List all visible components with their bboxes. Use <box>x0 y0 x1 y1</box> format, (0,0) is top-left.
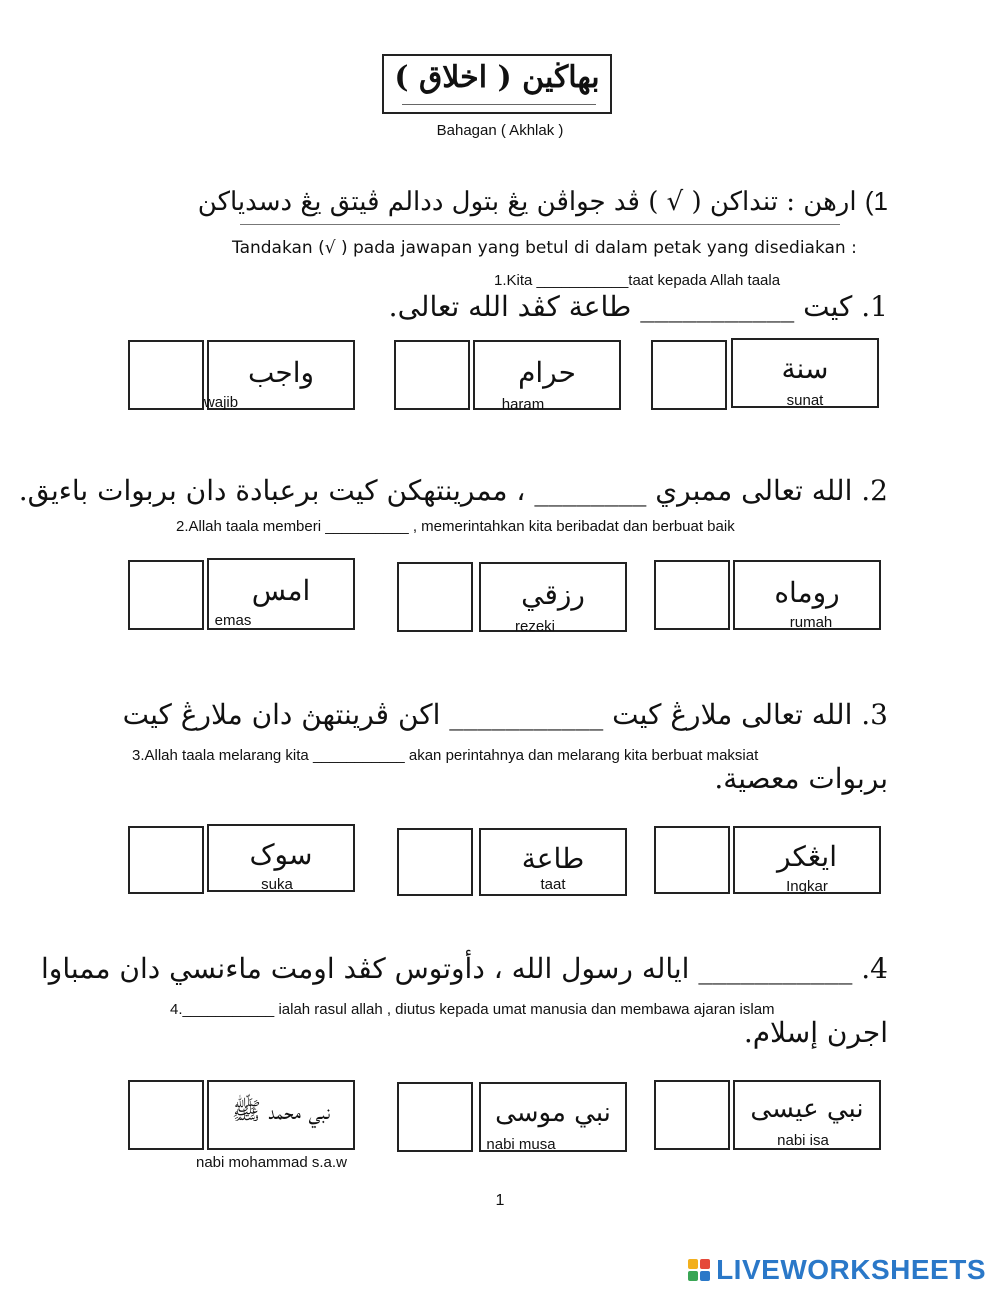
option-card-ingkar <box>733 826 881 894</box>
instruction-jawi <box>198 186 888 217</box>
page-title: بهاڬين ( اخلاق ) <box>394 60 600 95</box>
instruction-jawi-text: ارهن : تنداکن ( √ ) ڤد جواڤن يڠ بتول ددالم ڤيتق يڠ دسدياکن <box>197 187 857 217</box>
instruction-rumi: Tandakan (√ ) pada jawapan yang betul di dalam petak yang disediakan : <box>232 238 857 258</box>
question-1-jawi: 1. کيت ___________ طاعة کڤد الله تعالى. <box>388 290 888 323</box>
option-rumi: Ingkar <box>786 878 828 895</box>
option-jawi: نبي محمد ﷺ <box>231 1097 331 1125</box>
question-3-jawi-line2: بربوات معصية. <box>714 762 888 795</box>
option-jawi: رزقي <box>521 578 585 611</box>
option-jawi: طاعة <box>521 842 585 875</box>
answer-checkbox-q2-rezeki[interactable] <box>397 562 473 632</box>
option-card-taat <box>479 828 627 896</box>
option-rumi-nabi-mohammad: nabi mohammad s.a.w <box>196 1154 347 1171</box>
title-underline <box>402 104 596 105</box>
option-rumi: rezeki <box>514 618 555 635</box>
option-jawi: سوک <box>249 838 313 871</box>
answer-checkbox-q3-ingkar[interactable] <box>654 826 730 894</box>
option-rumi: suka <box>261 876 293 893</box>
option-rumi: haram <box>501 396 545 413</box>
option-rumi: taat <box>540 876 566 893</box>
brand-logo[interactable] <box>688 1254 986 1286</box>
question-2-jawi: 2. الله تعالى ممبري ________ ، ممرينتهکن کيت برعبادة دان بربوات باءيق. <box>18 474 888 507</box>
question-4-rumi: 4.___________ ialah rasul allah , diutus kepada umat manusia dan membawa ajaran islam <box>170 1001 775 1018</box>
instruction-underline <box>240 224 840 225</box>
liveworksheets-icon <box>688 1259 710 1281</box>
option-jawi: حرام <box>518 356 576 389</box>
option-jawi: نبي عيسى <box>750 1094 864 1124</box>
option-card-wajib <box>203 340 355 411</box>
answer-checkbox-q3-taat[interactable] <box>397 828 473 896</box>
question-4-jawi: 4. ___________ اياله رسول الله ، دأوتوس کڤد اومت ماءنسي دان ممباوا <box>41 952 888 985</box>
option-rumi: emas <box>214 612 252 629</box>
question-1-rumi: 1.Kita ___________taat kepada Allah taala <box>494 272 781 289</box>
option-card-sunat <box>731 338 879 408</box>
option-rumi: rumah <box>789 614 833 631</box>
instruction-number: 1) <box>864 186 888 216</box>
option-jawi: سنة <box>781 352 829 385</box>
option-rumi: nabi musa <box>486 1136 556 1153</box>
option-rumi: sunat <box>786 392 824 409</box>
option-jawi: روماه <box>774 576 840 609</box>
option-card-emas <box>207 558 355 630</box>
answer-checkbox-q3-suka[interactable] <box>128 826 204 894</box>
question-3-rumi: 3.Allah taala melarang kita ___________ akan perintahnya dan melarang kita berbuat maksiat <box>132 747 759 764</box>
answer-checkbox-q4-nabi-isa[interactable] <box>654 1080 730 1150</box>
page-subtitle: Bahagan ( Akhlak ) <box>436 122 564 139</box>
option-card-rumah <box>733 560 881 630</box>
page-number: 1 <box>495 1192 505 1209</box>
answer-checkbox-q1-sunat[interactable] <box>651 340 727 410</box>
brand-name: LIVEWORKSHEETS <box>716 1254 986 1285</box>
option-jawi: ايڠکر <box>777 840 837 873</box>
option-jawi: امس <box>251 574 311 607</box>
option-jawi: واجب <box>247 356 315 389</box>
option-card-haram <box>473 340 621 413</box>
option-card-nabi-isa <box>733 1080 881 1150</box>
option-card-suka <box>207 824 355 892</box>
question-3-jawi: 3. الله تعالى ملارڠ کيت ___________ اکن ڤرينتهڽ دان ملارڠ کيت <box>122 698 888 731</box>
answer-checkbox-q4-nabi-mohammad[interactable] <box>128 1080 204 1150</box>
option-rumi: nabi isa <box>777 1132 829 1149</box>
option-card-nabi-musa <box>479 1082 627 1152</box>
answer-checkbox-q2-rumah[interactable] <box>654 560 730 630</box>
question-4-jawi-line2: اجرن إسلام. <box>743 1016 888 1049</box>
question-2-rumi: 2.Allah taala memberi __________ , memerintahkan kita beribadat dan berbuat baik <box>176 518 735 535</box>
option-card-rezeki <box>479 562 627 635</box>
option-rumi: wajib <box>203 394 239 411</box>
option-jawi: نبي موسى <box>495 1098 611 1128</box>
option-card-nabi-mohammad <box>207 1080 355 1150</box>
title-box <box>382 54 612 114</box>
